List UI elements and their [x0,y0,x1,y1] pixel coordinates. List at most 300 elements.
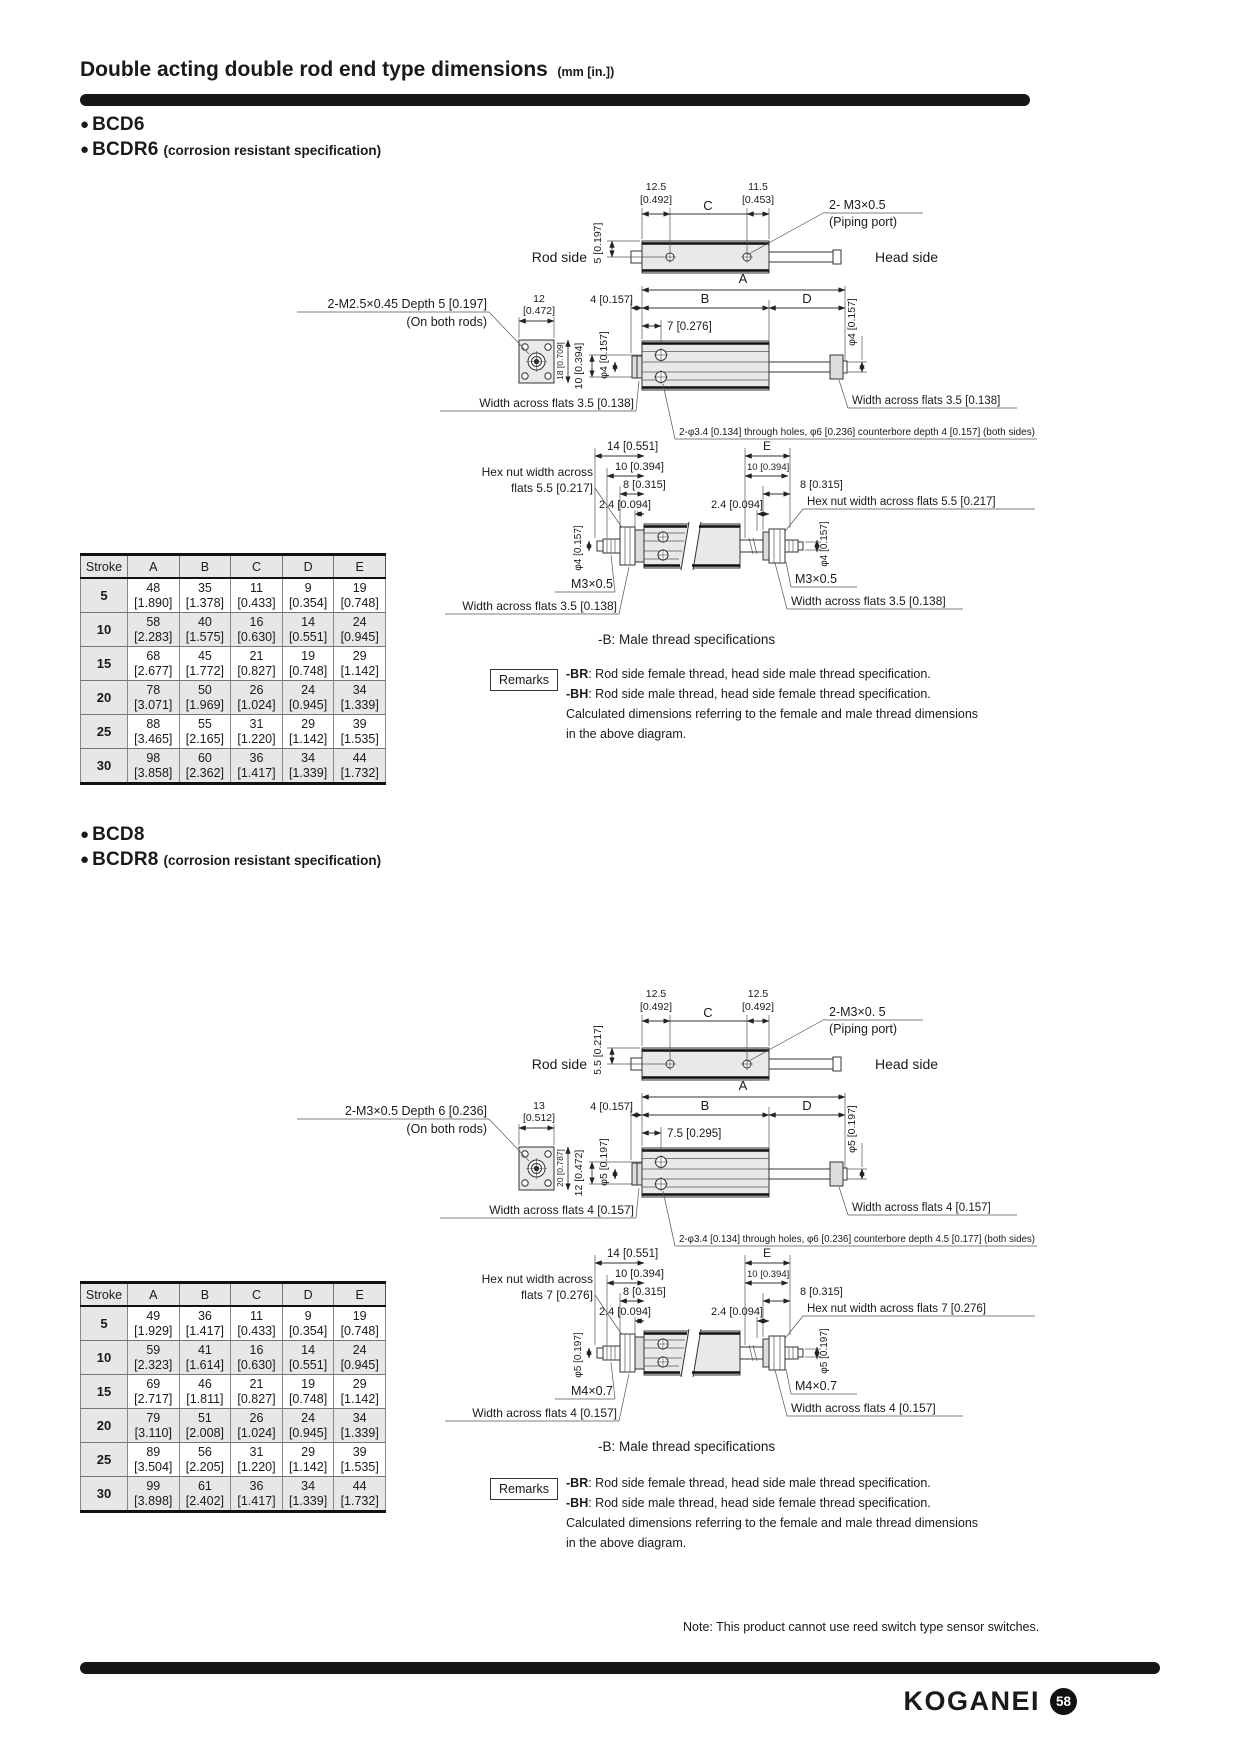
dimension-cell [334,1443,386,1477]
value-mm: 31 [249,1445,264,1459]
dim-label-b: B [700,1098,710,1113]
dim-label: 13 [533,1100,545,1112]
dimension-cell [231,647,283,681]
value-mm: 36 [197,1309,212,1323]
column-header: Stroke [81,555,128,579]
piping-port-label: (Piping port) [829,1022,898,1036]
heading-bcdr8 [80,849,381,871]
dim-label: 12.5 [747,988,769,1000]
dim-label: 10 [0.394] [747,462,790,473]
dimension-cell [231,1409,283,1443]
column-header: C [231,1283,283,1307]
dimension-cell [282,1409,334,1443]
value-mm: 36 [249,751,264,765]
bullet-icon: ● [80,851,90,868]
dimension-cell [179,715,231,749]
dimension-cell [282,681,334,715]
table-row [81,1375,386,1409]
value-mm: 31 [249,717,264,731]
section-bcd8-heading [80,824,381,871]
dimension-cell [179,749,231,784]
value-mm: 14 [301,1343,316,1357]
value-inch: [0.630] [237,1357,276,1372]
dim-label: 14 [0.551] [607,1248,659,1260]
value-inch: [0.551] [288,629,328,644]
hex-nut-label: Hex nut width across [481,465,593,479]
dimension-cell [334,647,386,681]
dim-label: 14 [0.551] [607,441,659,453]
dimension-cell [179,1477,231,1512]
value-mm: 69 [146,1377,161,1391]
value-inch: [0.354] [288,1323,328,1338]
table-row [81,647,386,681]
value-mm: 11 [249,1309,263,1323]
remark-text: : Rod side female thread, head side male thread specification. [588,667,931,681]
dim-label-rot: 5 [0.197] [592,222,604,264]
stroke-cell: 5 [81,1306,128,1341]
value-mm: 39 [352,1445,367,1459]
value-inch: [2.362] [185,765,224,780]
dim-label: 8 [0.315] [800,1286,843,1298]
rod-thread-label: (On both rods) [406,1122,487,1136]
value-inch: [1.890] [134,595,173,610]
remark-line [566,1493,978,1513]
remark-line [566,664,978,684]
value-mm: 56 [197,1445,212,1459]
value-mm: 46 [197,1377,212,1391]
dimension-cell [334,1477,386,1512]
value-mm: 21 [249,1377,264,1391]
value-mm: 29 [352,1377,367,1391]
dim-label: [0.453] [741,194,775,206]
dimension-cell [282,715,334,749]
dimension-cell [231,1306,283,1341]
dim-label-rot: φ4 [0.157] [598,331,610,379]
remark-text: : Rod side male thread, head side female thread specification. [588,1496,931,1510]
remark-text: : Rod side female thread, head side male thread specification. [588,1476,931,1490]
table-row [81,1409,386,1443]
value-mm: 79 [146,1411,161,1425]
dimension-cell [179,647,231,681]
column-header: E [334,555,386,579]
value-mm: 88 [146,717,161,731]
side-view [297,271,1037,439]
dimension-cell [231,715,283,749]
dimension-cell [179,681,231,715]
value-mm: 59 [146,1343,161,1357]
value-mm: 78 [146,683,161,697]
counterbore-label: 2-φ3.4 [0.134] through holes, φ6 [0.236] counterbore depth 4 [0.157] (both sides) [679,427,1035,438]
dimension-cell [231,578,283,613]
model-suffix: (corrosion resistant specification) [163,853,382,868]
dim-label-rot: 20 [0.787] [555,1149,565,1187]
dimension-cell [231,1375,283,1409]
dim-label-rot: 10 [0.394] [573,342,585,390]
value-mm: 26 [249,683,264,697]
stroke-cell: 10 [81,613,128,647]
page-title-row [80,58,614,82]
value-inch: [3.504] [134,1459,173,1474]
dimension-cell [128,647,180,681]
value-inch: [1.811] [186,1391,224,1406]
dim-label: 12 [533,293,545,305]
value-inch: [1.535] [340,1459,379,1474]
value-mm: 9 [304,581,312,595]
top-view [532,988,939,1080]
value-mm: 55 [197,717,212,731]
dim-label-rot: φ4 [0.157] [846,298,858,346]
value-inch: [1.535] [340,731,379,746]
dimension-cell [334,1341,386,1375]
stroke-cell: 15 [81,647,128,681]
stroke-cell: 20 [81,681,128,715]
value-inch: [1.732] [340,1493,379,1508]
dim-label-rot: 5.5 [0.217] [592,1025,604,1075]
dimension-cell [334,578,386,613]
thread-size-label: M3×0.5 [570,577,613,591]
remark-line [566,684,978,704]
dimension-cell [282,1306,334,1341]
dimension-cell [128,1409,180,1443]
value-mm: 44 [352,1479,367,1493]
table-row [81,1306,386,1341]
value-mm: 48 [146,581,161,595]
dim-label: [0.472] [522,305,556,317]
dim-label: [0.492] [741,1001,775,1013]
value-inch: [0.827] [237,1391,276,1406]
value-inch: [0.433] [237,1323,276,1338]
hex-nut-label: Hex nut width across [481,1272,593,1286]
bcd8-dimension-table [80,1281,386,1513]
dimension-cell [128,749,180,784]
value-inch: [3.898] [134,1493,173,1508]
dimension-cell [334,1306,386,1341]
value-inch: [2.677] [134,663,173,678]
value-mm: 11 [249,581,263,595]
value-mm: 44 [352,751,367,765]
value-mm: 29 [352,649,367,663]
value-mm: 26 [249,1411,264,1425]
dimension-cell [128,578,180,613]
value-mm: 60 [197,751,212,765]
value-mm: 58 [146,615,161,629]
value-mm: 14 [301,615,316,629]
value-mm: 34 [301,1479,316,1493]
value-mm: 34 [301,751,316,765]
value-mm: 34 [352,1411,367,1425]
value-inch: [1.929] [134,1323,173,1338]
model-name: BCDR6 [92,139,159,160]
value-inch: [1.417] [185,1323,224,1338]
male-thread-view [445,1246,1035,1421]
dim-label-rot: φ5 [0.197] [819,1328,830,1374]
dim-label-rot: φ4 [0.157] [819,521,830,567]
value-inch: [1.024] [237,1425,276,1440]
dim-label-rot: 18 [0.709] [555,342,565,380]
rod-thread-label: 2-M2.5×0.45 Depth 5 [0.197] [327,297,487,311]
dim-label-c: C [703,1005,713,1020]
stroke-cell: 5 [81,578,128,613]
dim-label-b: B [700,291,710,306]
value-inch: [1.220] [237,731,276,746]
value-mm: 99 [146,1479,161,1493]
dimension-cell [128,715,180,749]
value-inch: [0.748] [340,1323,379,1338]
piping-port-label: (Piping port) [829,215,898,229]
side-view [297,1078,1037,1246]
heading-bcd8 [80,824,381,846]
dimension-cell [179,1341,231,1375]
value-mm: 24 [301,1411,316,1425]
value-inch: [1.339] [340,1425,379,1440]
table-row [81,715,386,749]
value-inch: [0.630] [237,629,276,644]
dim-label-rot: φ5 [0.197] [573,1332,584,1378]
dimension-cell [231,1443,283,1477]
value-mm: 35 [197,581,212,595]
value-inch: [2.283] [134,629,173,644]
remarks-text [566,1473,978,1553]
value-inch: [1.614] [185,1357,224,1372]
male-thread-view [445,439,1035,614]
width-across-flats-label: Width across flats 3.5 [0.138] [852,395,1001,407]
reed-switch-note: Note: This product cannot use reed switch type sensor switches. [683,1620,1040,1634]
width-across-flats-label: Width across flats 4 [0.157] [472,1406,617,1420]
dim-label: 8 [0.315] [623,1286,666,1298]
male-thread-caption: -B: Male thread specifications [598,1439,776,1454]
dim-label: 11.5 [748,181,768,193]
dim-label-d: D [802,1098,812,1113]
value-mm: 19 [352,581,367,595]
value-mm: 40 [197,615,212,629]
table-row [81,578,386,613]
value-mm: 50 [197,683,212,697]
dimension-cell [179,1443,231,1477]
column-header: C [231,555,283,579]
value-mm: 21 [249,649,264,663]
dimension-cell [231,681,283,715]
value-inch: [0.945] [288,697,328,712]
model-name: BCD6 [92,114,145,135]
value-inch: [1.732] [340,765,379,780]
value-mm: 24 [352,615,367,629]
counterbore-label: 2-φ3.4 [0.134] through holes, φ6 [0.236] counterbore depth 4.5 [0.177] (both sides) [679,1234,1035,1245]
dim-label: 2.4 [0.094] [711,499,763,511]
piping-port-label: 2- M3×0.5 [829,198,886,212]
value-mm: 16 [249,615,264,629]
stroke-cell: 30 [81,749,128,784]
remark-code: -BR [566,667,589,681]
value-inch: [0.945] [288,1425,328,1440]
dim-label: 10 [0.394] [615,461,664,473]
bullet-icon: ● [80,826,90,843]
value-mm: 89 [146,1445,161,1459]
dimension-cell [128,1375,180,1409]
value-inch: [2.165] [185,731,224,746]
width-across-flats-label: Width across flats 3.5 [0.138] [791,594,946,608]
value-mm: 68 [146,649,161,663]
head-side-label: Head side [875,249,939,265]
dim-label: 7 [0.276] [667,321,712,333]
table-row [81,749,386,784]
hex-nut-label: Hex nut width across flats 7 [0.276] [807,1303,986,1315]
value-inch: [1.772] [185,663,224,678]
value-inch: [2.402] [185,1493,224,1508]
dimension-cell [334,681,386,715]
page-title-units: (mm [in.]) [557,65,615,79]
dimension-cell [231,749,283,784]
value-mm: 19 [301,1377,316,1391]
model-suffix: (corrosion resistant specification) [163,143,382,158]
bullet-icon: ● [80,116,90,133]
value-inch: [0.433] [237,595,276,610]
value-inch: [0.748] [288,1391,328,1406]
dimension-cell [282,647,334,681]
dimension-cell [334,613,386,647]
dimension-cell [334,1375,386,1409]
dim-label-a: A [738,271,748,286]
rod-side-label: Rod side [531,1056,587,1072]
dim-label: 2.4 [0.094] [599,499,651,511]
hex-nut-label: flats 7 [0.276] [520,1288,593,1302]
value-mm: 61 [197,1479,212,1493]
table-header-row [81,1283,386,1307]
dim-label-e: E [762,439,772,453]
value-mm: 29 [301,1445,316,1459]
value-mm: 16 [249,1343,264,1357]
dim-label: 7.5 [0.295] [667,1128,722,1140]
value-inch: [0.354] [288,595,328,610]
value-mm: 29 [301,717,316,731]
table-row [81,681,386,715]
stroke-cell: 20 [81,1409,128,1443]
dim-label-rot: φ5 [0.197] [846,1105,858,1153]
dimension-cell [282,1443,334,1477]
dimension-cell [128,681,180,715]
remark-code: -BH [566,687,589,701]
hex-nut-label: Hex nut width across flats 5.5 [0.217] [807,496,996,508]
dim-label: 8 [0.315] [800,479,843,491]
value-inch: [1.142] [340,663,379,678]
value-inch: [1.417] [237,765,276,780]
column-header: A [128,555,180,579]
dimension-cell [282,749,334,784]
remark-line: Calculated dimensions referring to the female and male thread dimensions [566,707,979,721]
value-inch: [1.339] [288,1493,328,1508]
width-across-flats-label: Width across flats 4 [0.157] [489,1203,634,1217]
value-mm: 49 [146,1309,161,1323]
dimension-cell [128,613,180,647]
dimension-cell [128,1443,180,1477]
value-inch: [3.071] [134,697,173,712]
dim-label: 8 [0.315] [623,479,666,491]
bcd6-dimension-table [80,553,386,785]
value-mm: 24 [352,1343,367,1357]
remark-text: : Rod side male thread, head side female thread specification. [588,687,931,701]
value-mm: 39 [352,717,367,731]
remark-line: Calculated dimensions referring to the female and male thread dimensions [566,1516,979,1530]
remarks-label: Remarks [490,1478,558,1500]
piping-port-label: 2-M3×0. 5 [829,1005,886,1019]
value-inch: [1.142] [288,1459,328,1474]
thread-size-label: M4×0.7 [570,1384,613,1398]
value-inch: [1.220] [237,1459,276,1474]
column-header: D [282,1283,334,1307]
dimension-cell [282,613,334,647]
dimension-cell [282,1375,334,1409]
thread-size-label: M3×0.5 [795,572,838,586]
model-name: BCDR8 [92,849,159,870]
remarks-text [566,664,978,744]
dimension-cell [334,1409,386,1443]
page-number-badge: 58 [1050,1688,1077,1715]
dimension-cell [282,578,334,613]
table-row [81,1443,386,1477]
dim-label-a: A [738,1078,748,1093]
remark-code: -BR [566,1476,589,1490]
dimension-cell [231,1477,283,1512]
width-across-flats-label: Width across flats 4 [0.157] [852,1202,991,1214]
dim-label: 10 [0.394] [747,1269,790,1280]
dim-label: [0.492] [639,194,673,206]
value-inch: [1.142] [340,1391,379,1406]
value-mm: 24 [301,683,316,697]
footer-bar [80,1662,1160,1674]
column-header: B [179,555,231,579]
title-underline-bar [80,94,1030,106]
value-inch: [1.378] [185,595,224,610]
value-mm: 9 [304,1309,312,1323]
dimension-cell [231,1341,283,1375]
stroke-cell: 25 [81,1443,128,1477]
dimension-cell [179,1409,231,1443]
remarks-label: Remarks [490,669,558,691]
dimension-cell [128,1477,180,1512]
bullet-icon: ● [80,141,90,158]
dimension-cell [179,613,231,647]
male-thread-caption: -B: Male thread specifications [598,632,776,647]
value-inch: [2.008] [185,1425,224,1440]
dim-label-d: D [802,291,812,306]
column-header: Stroke [81,1283,128,1307]
value-inch: [0.945] [340,629,379,644]
dim-label: [0.512] [522,1112,556,1124]
dim-label-rot: 12 [0.472] [573,1149,585,1197]
dimension-cell [179,578,231,613]
model-name: BCD8 [92,824,145,845]
remark-line: in the above diagram. [566,1536,687,1550]
column-header: D [282,555,334,579]
value-mm: 34 [352,683,367,697]
dim-label-rot: φ5 [0.197] [598,1138,610,1186]
dim-label: 2.4 [0.094] [711,1306,763,1318]
stroke-cell: 25 [81,715,128,749]
value-mm: 45 [197,649,212,663]
rod-thread-label: 2-M3×0.5 Depth 6 [0.236] [344,1104,487,1118]
heading-bcd6 [80,114,381,136]
value-mm: 19 [301,649,316,663]
value-mm: 41 [197,1343,212,1357]
column-header: A [128,1283,180,1307]
table-header-row [81,555,386,579]
rod-thread-label: (On both rods) [406,315,487,329]
value-mm: 98 [146,751,161,765]
value-inch: [2.323] [134,1357,173,1372]
width-across-flats-label: Width across flats 4 [0.157] [791,1401,936,1415]
thread-size-label: M4×0.7 [795,1379,838,1393]
dim-label-rot: φ4 [0.157] [573,525,584,571]
rod-side-label: Rod side [531,249,587,265]
